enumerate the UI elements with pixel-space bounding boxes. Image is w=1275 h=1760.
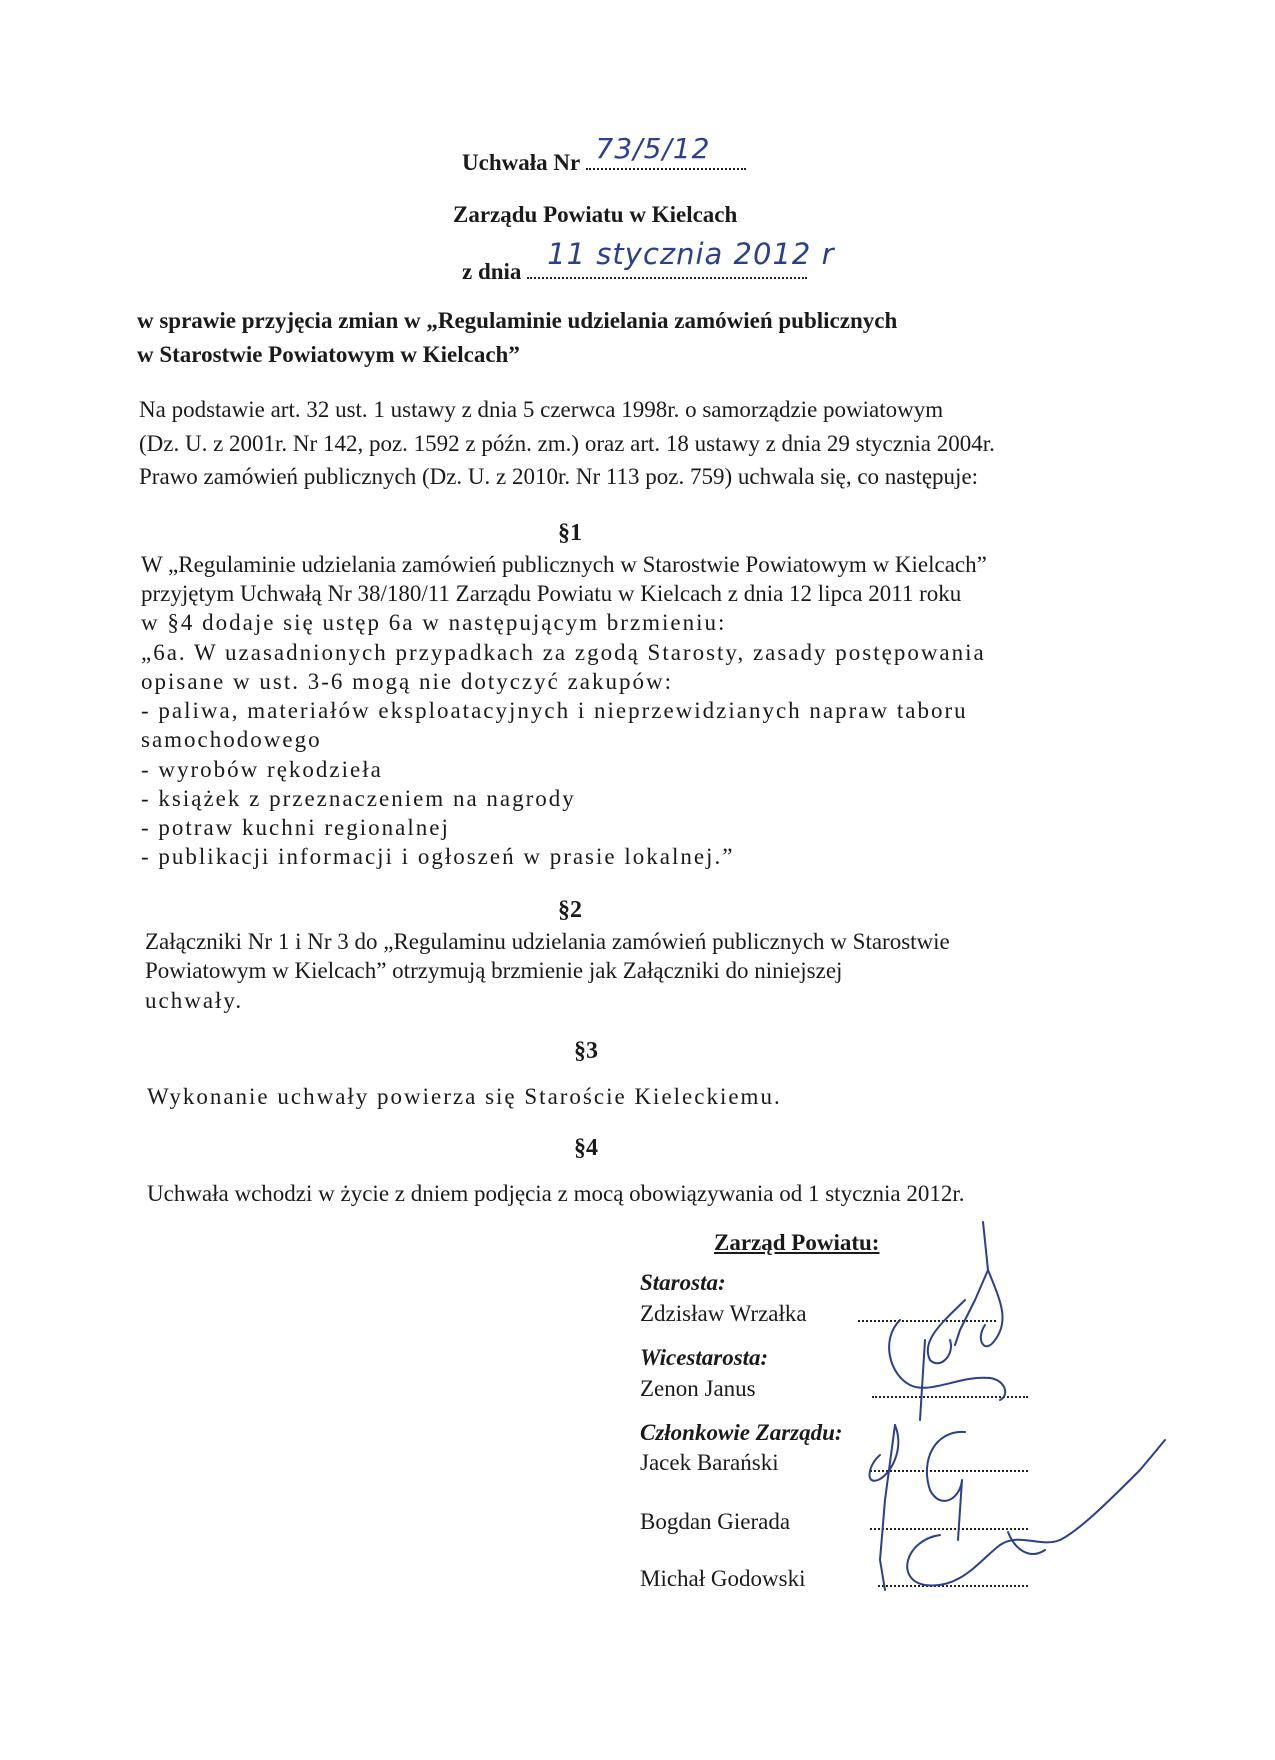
- preamble-line-3: Prawo zamówień publicznych (Dz. U. z 2010r. Nr 113 poz. 759) uchwala się, co następuje:: [139, 464, 979, 489]
- section-2-heading: §2: [558, 897, 582, 923]
- preamble-line-1: Na podstawie art. 32 ust. 1 ustawy z dnia 5 czerwca 1998r. o samorządzie powiatowym: [139, 397, 944, 422]
- preamble-line-2: (Dz. U. z 2001r. Nr 142, poz. 1592 z późn. zm.) oraz art. 18 ustawy z dnia 29 stycznia 2004r.: [139, 431, 995, 456]
- resolution-number-field: [586, 132, 746, 170]
- starosta-name: Zdzisław Wrzałka: [640, 1301, 807, 1326]
- section-1-line: - książek z przeznaczeniem na nagrody: [141, 786, 576, 811]
- section-3-text: Wykonanie uchwały powierza się Staroście Kieleckiemu.: [147, 1084, 782, 1109]
- member-1-signature-line: [870, 1470, 1028, 1472]
- resolution-prefix: Uchwała Nr: [462, 150, 580, 175]
- section-1-line: - wyrobów rękodzieła: [141, 757, 383, 782]
- member-2-signature-line: [870, 1528, 1028, 1530]
- date-line: [462, 237, 835, 285]
- date-prefix: z dnia: [462, 259, 522, 284]
- date-handwritten: 11 stycznia 2012 r: [547, 237, 835, 271]
- section-1-line: samochodowego: [141, 727, 322, 752]
- member-3-signature-line: [878, 1585, 1028, 1587]
- section-2-line: uchwały.: [145, 988, 244, 1013]
- section-2-line: Powiatowym w Kielcach” otrzymują brzmienie jak Załączniki do niniejszej: [145, 958, 843, 983]
- section-4-text: Uchwała wchodzi w życie z dniem podjęcia z mocą obowiązywania od 1 stycznia 2012r.: [147, 1181, 965, 1206]
- starosta-role: Starosta:: [640, 1270, 726, 1295]
- section-1-line: opisane w ust. 3-6 mogą nie dotyczyć zakupów:: [141, 669, 673, 694]
- section-1-line: „6a. W uzasadnionych przypadkach za zgodą Starosty, zasady postępowania: [141, 640, 986, 665]
- wicestarosta-role: Wicestarosta:: [640, 1345, 769, 1370]
- member-2-name: Bogdan Gierada: [640, 1509, 791, 1534]
- section-1-line: - publikacji informacji i ogłoszeń w prasie lokalnej.”: [141, 844, 735, 869]
- member-1-name: Jacek Barański: [640, 1450, 779, 1475]
- starosta-signature-line: [858, 1320, 996, 1322]
- section-3-heading: §3: [574, 1038, 598, 1064]
- members-role: Członkowie Zarządu:: [640, 1420, 843, 1445]
- date-field: [527, 237, 835, 279]
- subject-line-2: w Starostwie Powiatowym w Kielcach”: [137, 342, 520, 367]
- board-signature-title: Zarząd Powiatu:: [714, 1230, 880, 1255]
- section-1-line: - potraw kuchni regionalnej: [141, 815, 450, 840]
- section-1-line: przyjętym Uchwałą Nr 38/180/11 Zarządu Powiatu w Kielcach z dnia 12 lipca 2011 roku: [141, 581, 962, 606]
- wicestarosta-signature-line: [872, 1396, 1028, 1398]
- section-4-heading: §4: [574, 1135, 598, 1161]
- resolution-number-line: [462, 132, 746, 176]
- section-1-line: W „Regulaminie udzielania zamówień publicznych w Starostwie Powiatowym w Kielcach”: [141, 552, 987, 577]
- subject-line-1: w sprawie przyjęcia zmian w „Regulaminie udzielania zamówień publicznych: [137, 308, 898, 333]
- member-3-name: Michał Godowski: [640, 1566, 806, 1591]
- section-1-heading: §1: [558, 520, 582, 546]
- resolution-number-handwritten: 73/5/12: [595, 132, 711, 165]
- section-1-line: w §4 dodaje się ustęp 6a w następującym brzmieniu:: [141, 610, 727, 635]
- wicestarosta-name: Zenon Janus: [640, 1376, 756, 1401]
- board-name: Zarządu Powiatu w Kielcach: [453, 202, 738, 227]
- section-2-line: Załączniki Nr 1 i Nr 3 do „Regulaminu udzielania zamówień publicznych w Starostwie: [145, 929, 950, 954]
- section-1-line: - paliwa, materiałów eksploatacyjnych i nieprzewidzianych napraw taboru: [141, 698, 968, 723]
